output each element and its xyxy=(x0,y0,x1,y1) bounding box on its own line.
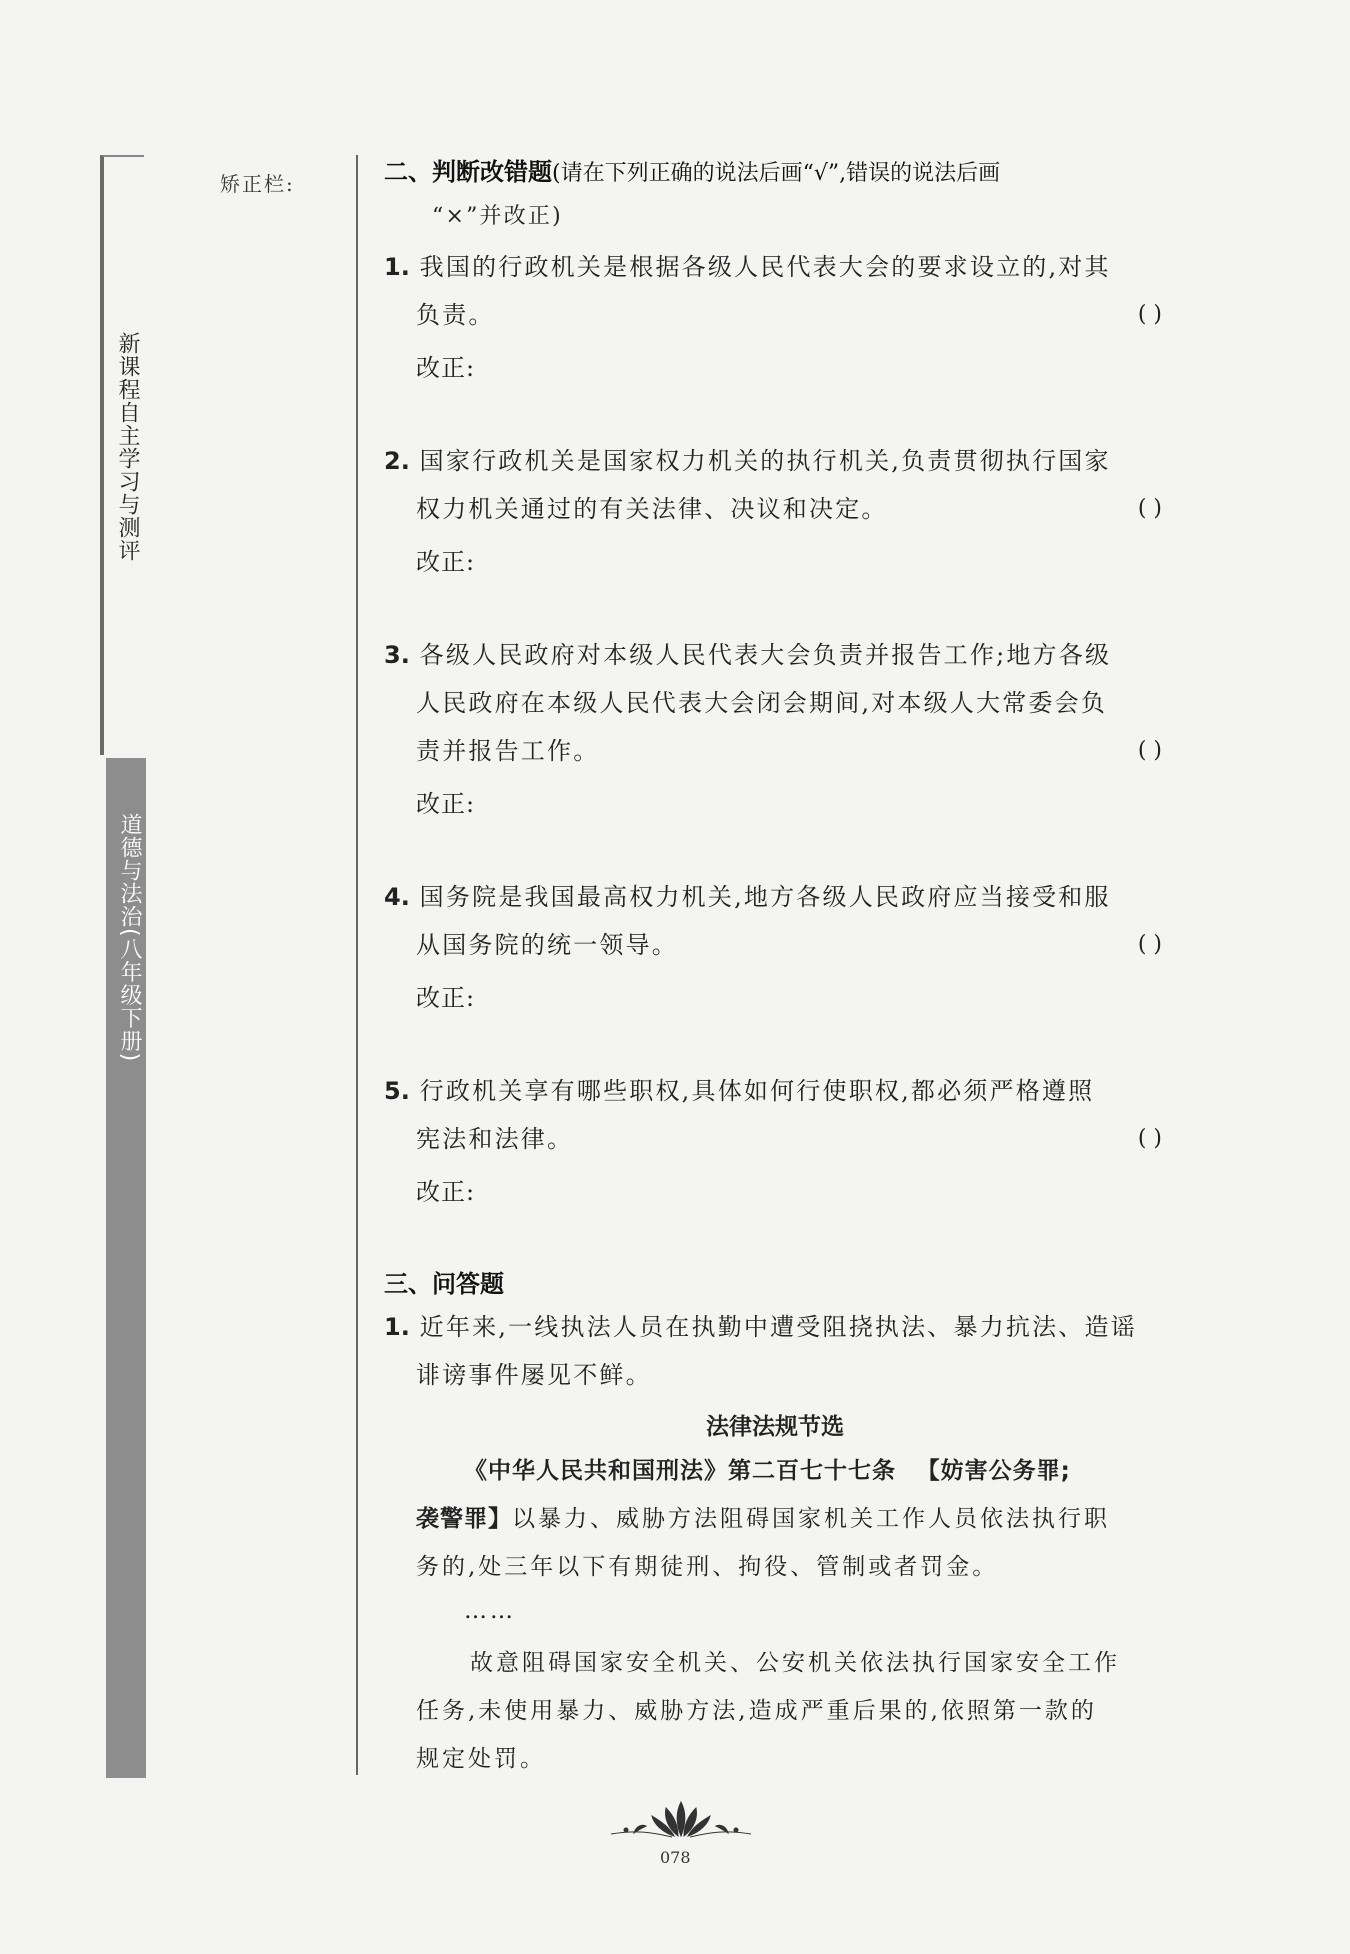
question-item: 5. 行政机关享有哪些职权,具体如何行使职权,都必须严格遵照 xyxy=(384,1077,1095,1105)
correction-column-label: 矫正栏: xyxy=(220,172,295,196)
law-paragraph-line: 务的,处三年以下有期徒刑、拘役、管制或者罚金。 xyxy=(416,1554,999,1580)
book-title-strip xyxy=(100,155,144,755)
question-item-cont: 宪法和法律。 ( ) xyxy=(416,1125,1162,1153)
correction-label: 改正: xyxy=(416,548,476,576)
question-item-cont: 负责。 ( ) xyxy=(416,301,1162,329)
law-crime: 【妨害公务罪; xyxy=(916,1458,1071,1484)
correction-label: 改正: xyxy=(416,354,476,382)
question-item-cont: 人民政府在本级人民代表大会闭会期间,对本级人大常委会负 xyxy=(416,689,1108,717)
question-item: 2. 国家行政机关是国家权力机关的执行机关,负责贯彻执行国家 xyxy=(384,447,1111,475)
law-paragraph-line xyxy=(464,1456,1071,1486)
question-item-cont: 责并报告工作。 ( ) xyxy=(416,737,1162,765)
question-item: 3. 各级人民政府对本级人民代表大会负责并报告工作;地方各级 xyxy=(384,641,1112,669)
correction-label: 改正: xyxy=(416,790,476,818)
law-paragraph-line: 袭警罪】以暴力、威胁方法阻碍国家机关工作人员依法执行职 xyxy=(416,1506,1110,1532)
law-paragraph-line: 规定处罚。 xyxy=(416,1746,546,1772)
question-item-cont: 诽谤事件屡见不鲜。 xyxy=(416,1361,652,1389)
law-paragraph-line: 故意阻碍国家安全机关、公安机关依法执行国家安全工作 xyxy=(470,1650,1120,1676)
question-item: 1. 我国的行政机关是根据各级人民代表大会的要求设立的,对其 xyxy=(384,253,1111,281)
section2-title: 二、判断改错题 xyxy=(384,158,552,186)
question-item-cont: 从国务院的统一领导。 ( ) xyxy=(416,931,1162,959)
section3-title: 三、问答题 xyxy=(384,1270,504,1298)
floral-ornament-icon xyxy=(606,1800,756,1840)
question-item: 4. 国务院是我国最高权力机关,地方各级人民政府应当接受和服 xyxy=(384,883,1111,911)
law-name: 《中华人民共和国刑法》第二百七十七条 xyxy=(464,1458,896,1484)
excerpt-title: 法律法规节选 xyxy=(706,1414,844,1440)
section2-heading xyxy=(384,152,1000,187)
answer-parentheses[interactable]: ( ) xyxy=(1137,496,1162,521)
question-item-cont: 权力机关通过的有关法律、决议和决定。 ( ) xyxy=(416,495,1162,523)
question-item: 1. 近年来,一线执法人员在执勤中遭受阻挠执法、暴力抗法、造谣 xyxy=(384,1313,1137,1341)
subject-strip xyxy=(106,758,146,1778)
correction-label: 改正: xyxy=(416,1178,476,1206)
page-number: 078 xyxy=(660,1848,691,1867)
answer-parentheses[interactable]: ( ) xyxy=(1137,738,1162,763)
answer-parentheses[interactable]: ( ) xyxy=(1137,302,1162,327)
section2-instruction-cont: “×”并改正) xyxy=(432,204,563,229)
answer-parentheses[interactable]: ( ) xyxy=(1137,932,1162,957)
law-paragraph-line: 任务,未使用暴力、威胁方法,造成严重后果的,依照第一款的 xyxy=(416,1698,1097,1724)
answer-parentheses[interactable]: ( ) xyxy=(1137,1126,1162,1151)
correction-label: 改正: xyxy=(416,984,476,1012)
section2-instruction: (请在下列正确的说法后画“√”,错误的说法后画 xyxy=(552,161,1001,186)
correction-divider xyxy=(356,155,358,1775)
subject-title: 道德与法治(八年级下册) xyxy=(117,813,142,1063)
ellipsis: …… xyxy=(464,1598,516,1624)
book-title: 新课程自主学习与测评 xyxy=(115,332,140,562)
